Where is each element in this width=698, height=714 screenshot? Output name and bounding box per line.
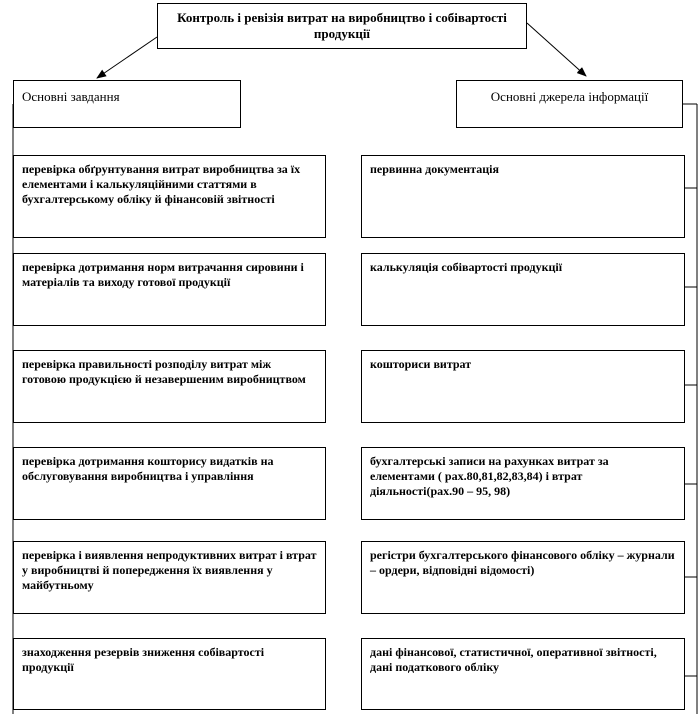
source-text-3: кошториси витрат: [370, 357, 472, 371]
source-box-4: [361, 447, 685, 520]
task-box-1: [13, 155, 326, 238]
task-box-5: [13, 541, 326, 614]
task-text-2: перевірка дотримання норм витрачання сировини і матеріалів та виходу готової продукції: [22, 260, 304, 289]
source-text-5: регістри бухгалтерського фінансового обліку – журнали – ордери, відповідні відомості): [370, 548, 675, 577]
source-box-6: [361, 638, 685, 710]
source-box-5: [361, 541, 685, 614]
source-text-6: дані фінансової, статистичної, оперативної звітності, дані податкового обліку: [370, 645, 657, 674]
diagram-title: [157, 3, 527, 49]
task-text-1: перевірка обґрунтування витрат виробництва за їх елементами і калькуляційними статтями в бухгалтерському обліку й фінансовій звітності: [22, 162, 301, 206]
task-text-3: перевірка правильності розподілу витрат між готовою продукцією й незавершеним виробництвом: [22, 357, 306, 386]
source-text-2: калькуляція собівартості продукції: [370, 260, 563, 274]
task-text-6: знаходження резервів зниження собівартості продукції: [22, 645, 265, 674]
right-header-box: [456, 80, 683, 128]
source-text-4: бухгалтерські записи на рахунках витрат за елементами ( рах.80,81,82,83,84) і втрат діяльності(рах.90 – 95, 98): [370, 454, 609, 498]
task-box-2: [13, 253, 326, 326]
source-box-2: [361, 253, 685, 326]
task-text-4: перевірка дотримання кошторису видатків на обслуговування виробництва і управління: [22, 454, 274, 483]
arrow-to-sources: [527, 23, 586, 76]
diagram-title-text: Контроль і ревізія витрат на виробництво і собівартості продукції: [177, 10, 507, 41]
arrow-to-tasks: [97, 37, 157, 78]
source-box-3: [361, 350, 685, 423]
task-text-5: перевірка і виявлення непродуктивних витрат і втрат у виробництві й попередження їх виявлення у майбутньому: [22, 548, 317, 592]
task-box-6: [13, 638, 326, 710]
left-header-box: [13, 80, 241, 128]
source-box-1: [361, 155, 685, 238]
left-header-text: Основні завдання: [22, 89, 120, 104]
task-box-4: [13, 447, 326, 520]
task-box-3: [13, 350, 326, 423]
right-header-text: Основні джерела інформації: [490, 89, 649, 104]
source-text-1: первинна документація: [370, 162, 499, 176]
